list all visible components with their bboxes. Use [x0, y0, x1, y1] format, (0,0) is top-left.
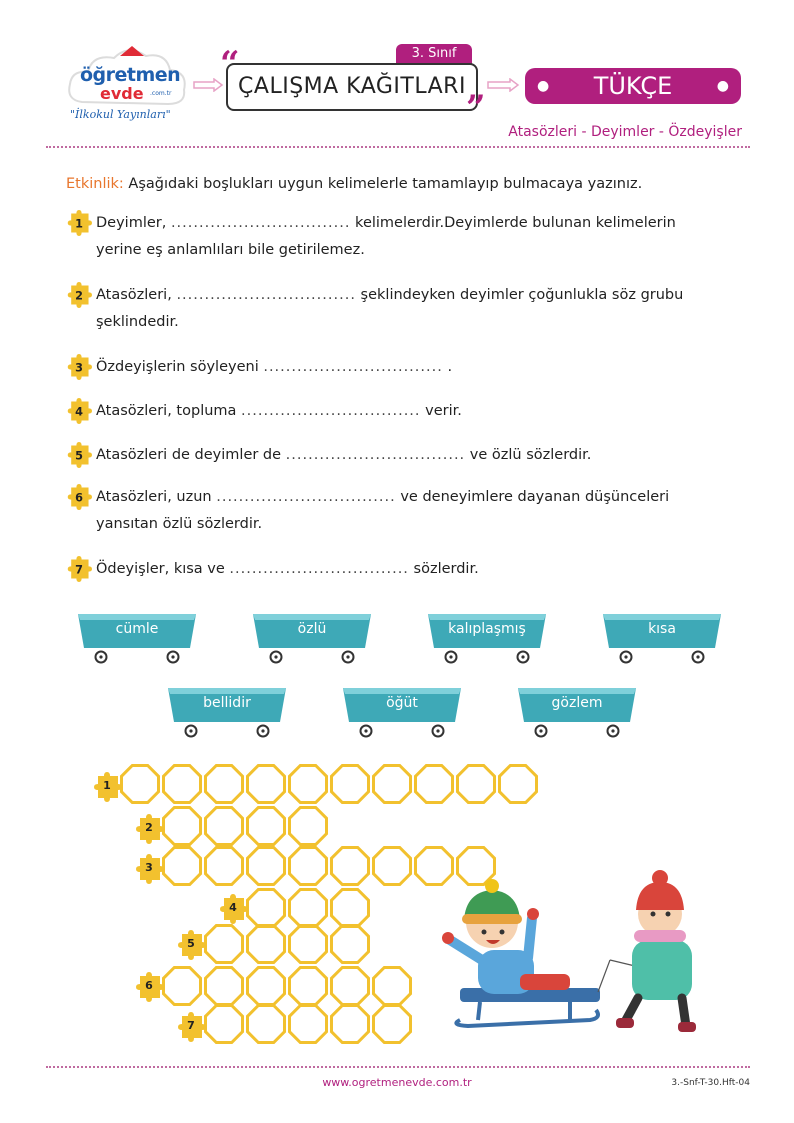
puzzle-piece-icon: [134, 814, 164, 844]
question-number: 4: [75, 405, 83, 419]
crossword-cell[interactable]: [248, 848, 285, 885]
footer-url[interactable]: www.ogretmenevde.com.tr: [322, 1076, 472, 1089]
crossword-cell[interactable]: [332, 890, 369, 927]
answer-blank[interactable]: ................................: [216, 489, 396, 505]
puzzle-row-number: 5: [187, 937, 195, 950]
instruction-text: Aşağıdaki boşlukları uygun kelimelerle tamamlayıp bulmacaya yazınız.: [128, 176, 643, 192]
crossword-cell[interactable]: [374, 766, 411, 803]
puzzle-piece-icon: [218, 894, 248, 924]
question-number: 2: [75, 289, 83, 303]
bullet-icon: ●: [716, 78, 729, 94]
footer-code: 3.-Snf-T-30.Hft-04: [671, 1078, 750, 1088]
grade-tab: 3. Sınıf: [396, 44, 472, 64]
crossword-cell[interactable]: [206, 1006, 243, 1043]
puzzle-piece-icon: [92, 772, 122, 802]
answer-blank[interactable]: ................................: [263, 359, 443, 375]
answer-blank[interactable]: ................................: [176, 287, 356, 303]
open-quote-icon: “: [220, 44, 240, 84]
crossword-cell[interactable]: [374, 1006, 411, 1043]
crossword-cell[interactable]: [374, 968, 411, 1005]
crossword-cell[interactable]: [290, 808, 327, 845]
crossword-cell[interactable]: [206, 926, 243, 963]
subject-label: TÜKÇE: [593, 72, 673, 100]
instruction-label: Etkinlik:: [66, 176, 124, 192]
crossword-cell[interactable]: [164, 766, 201, 803]
crossword-cell[interactable]: [290, 968, 327, 1005]
puzzle-row-number: 2: [145, 821, 153, 834]
crossword-cell[interactable]: [332, 848, 369, 885]
answer-blank[interactable]: ................................: [229, 561, 409, 577]
question-number: 1: [75, 217, 83, 231]
crossword-cell[interactable]: [332, 1006, 369, 1043]
puzzle-row-number: 3: [145, 861, 153, 874]
puzzle-piece-icon: [134, 972, 164, 1002]
kids-sledding-illustration: [420, 870, 720, 1040]
question-text-before: Atasözleri, topluma: [96, 403, 242, 419]
question-text-after: ve deneyimlere dayanan düşünceleri yansıtan özlü sözlerdir.: [96, 489, 670, 532]
crossword-cell[interactable]: [248, 968, 285, 1005]
question-text-before: Atasözleri de deyimler de: [96, 447, 286, 463]
crossword-cell[interactable]: [248, 926, 285, 963]
crossword-cell[interactable]: [290, 848, 327, 885]
question-text-after: kelimelerdir.Deyimlerde bulunan kelimelerin yerine eş anlamlıları bile getirilemez.: [96, 215, 676, 258]
question-text-after: ve özlü sözlerdir.: [465, 447, 592, 463]
word-bank-item: kısa: [648, 621, 676, 637]
question-text-before: Deyimler,: [96, 215, 171, 231]
puzzle-piece-icon: [176, 930, 206, 960]
crossword-cell[interactable]: [248, 890, 285, 927]
question-number: 3: [75, 361, 83, 375]
crossword-cell[interactable]: [416, 766, 453, 803]
crossword-cell[interactable]: [332, 968, 369, 1005]
crossword-cell[interactable]: [374, 848, 411, 885]
word-bank-item: gözlem: [551, 695, 603, 711]
crossword-cell[interactable]: [290, 1006, 327, 1043]
question-text-after: şeklindeyken deyimler çoğunlukla söz grubu şeklindedir.: [96, 287, 684, 330]
puzzle-row-number: 1: [103, 779, 111, 792]
question-text-before: Atasözleri, uzun: [96, 489, 217, 505]
puzzle-row-number: 6: [145, 979, 153, 992]
crossword-cell[interactable]: [164, 968, 201, 1005]
crossword-cell[interactable]: [206, 808, 243, 845]
puzzle-row-number: 7: [187, 1019, 195, 1032]
crossword-cell[interactable]: [122, 766, 159, 803]
logo-text-evde: evde: [100, 84, 144, 103]
crossword-cell[interactable]: [248, 1006, 285, 1043]
crossword-cell[interactable]: [248, 808, 285, 845]
topics-subtitle: Atasözleri - Deyimler - Özdeyişler: [508, 124, 742, 140]
word-bank-item: özlü: [297, 621, 327, 637]
answer-blank[interactable]: ................................: [241, 403, 421, 419]
divider: [46, 1066, 750, 1068]
question-number: 7: [75, 563, 83, 577]
crossword-cell[interactable]: [206, 766, 243, 803]
crossword-cell[interactable]: [290, 926, 327, 963]
word-bank-item: bellidir: [203, 695, 251, 711]
bullet-icon: ●: [537, 78, 550, 94]
question-text-after: .: [442, 359, 453, 375]
logo-tagline: "İlkokul Yayınları": [70, 108, 171, 121]
word-bank-item: kalıplaşmış: [448, 621, 526, 637]
crossword-cell[interactable]: [206, 968, 243, 1005]
close-quote-icon: ”: [466, 88, 486, 128]
puzzle-row-number: 4: [229, 901, 237, 914]
crossword-cell[interactable]: [290, 766, 327, 803]
logo-text-ogretmen: öğretmen: [80, 64, 181, 86]
crossword-cell[interactable]: [332, 926, 369, 963]
question-number: 5: [75, 449, 83, 463]
crossword-cell[interactable]: [458, 766, 495, 803]
question-text-after: verir.: [420, 403, 462, 419]
question-text-after: sözlerdir.: [408, 561, 479, 577]
question-text-before: Özdeyişlerin söyleyeni: [96, 359, 264, 375]
crossword-cell[interactable]: [248, 766, 285, 803]
crossword-cell[interactable]: [206, 848, 243, 885]
question-number: 6: [75, 491, 83, 505]
page-title: ÇALIŞMA KAĞITLARI: [238, 74, 466, 99]
crossword-cell[interactable]: [500, 766, 537, 803]
crossword-cell[interactable]: [164, 848, 201, 885]
answer-blank[interactable]: ................................: [285, 447, 466, 463]
answer-blank[interactable]: ................................: [170, 215, 351, 231]
word-bank-item: cümle: [115, 621, 159, 637]
logo-text-domain: .com.tr: [150, 90, 172, 97]
word-bank-item: öğüt: [386, 695, 418, 711]
crossword-cell[interactable]: [332, 766, 369, 803]
crossword-cell[interactable]: [290, 890, 327, 927]
crossword-cell[interactable]: [164, 808, 201, 845]
puzzle-piece-icon: [176, 1012, 206, 1042]
question-text-before: Ödeyişler, kısa ve: [96, 561, 230, 577]
question-text-before: Atasözleri,: [96, 287, 177, 303]
puzzle-piece-icon: [134, 854, 164, 884]
